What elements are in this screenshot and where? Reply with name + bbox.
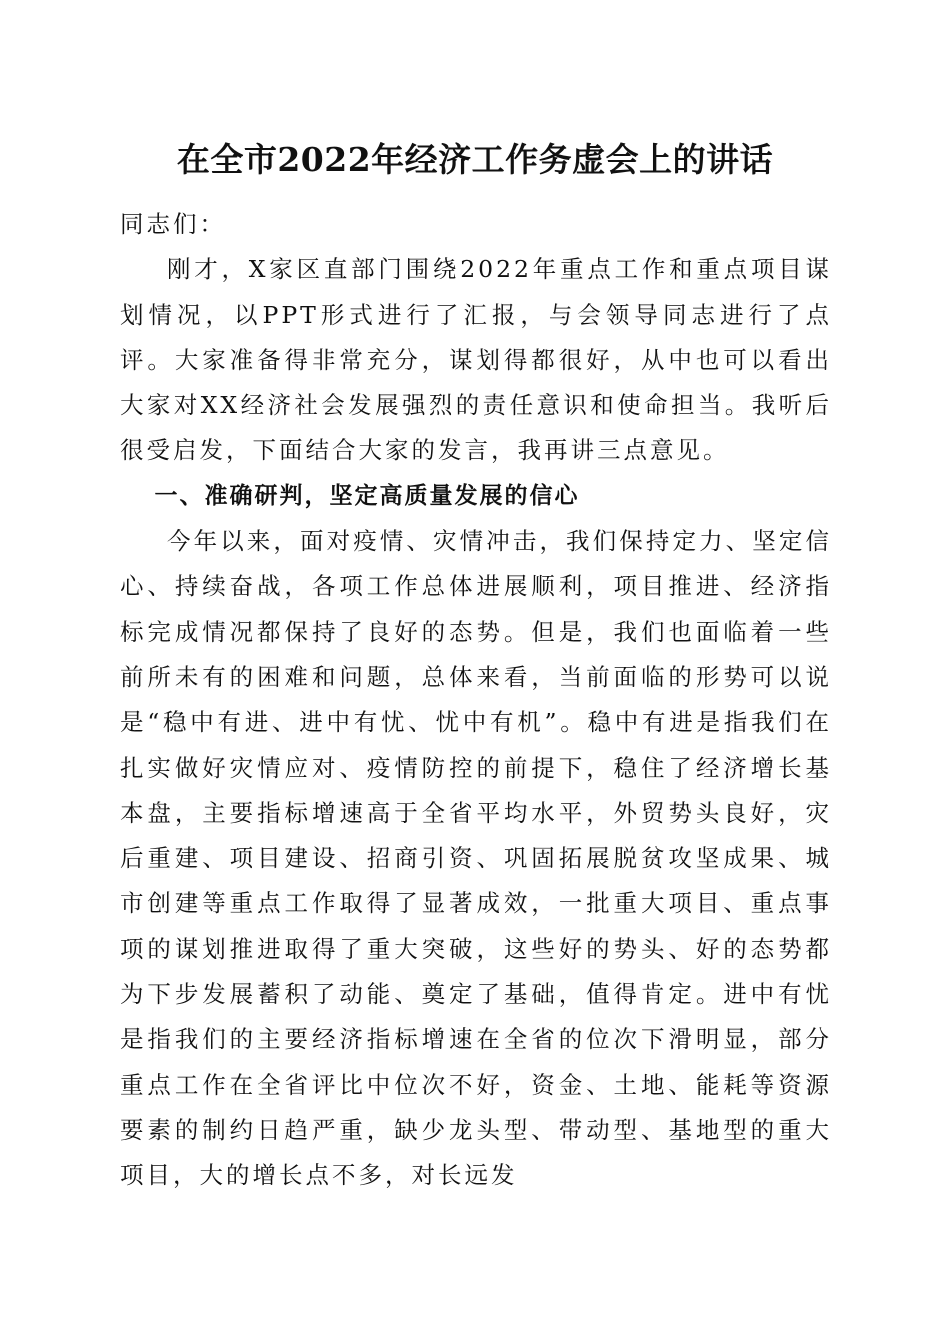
- document-body: [120, 202, 832, 1199]
- document-title: 在全市2022年经济工作务虚会上的讲话: [176, 140, 774, 179]
- paragraph-intro: 刚才，X家区直部门围绕2022年重点工作和重点项目谋划情况，以PPT形式进行了汇报，与会领导同志进行了点评。大家准备得非常充分，谋划得都很好，从中也可以看出大家对XX经济社会发展强烈的责任意识和使命担当。我听后很受启发，下面结合大家的发言，我再讲三点意见。: [120, 255, 832, 465]
- section-heading-1: 一、准确研判，坚定高质量发展的信心: [154, 482, 580, 509]
- salutation: 同志们：: [120, 210, 226, 238]
- paragraph-situation: 今年以来，面对疫情、灾情冲击，我们保持定力、坚定信心、持续奋战，各项工作总体进展顺利，项目推进、经济指标完成情况都保持了良好的态势。但是，我们也面临着一些前所未有的困难和问题，总体来看，当前面临的形势可以说是“稳中有进、进中有忧、忧中有机”。稳中有进是指我们在扎实做好灾情应对、疫情防控的前提下，稳住了经济增长基本盘，主要指标增速高于全省平均水平，外贸势头良好，灾后重建、项目建设、招商引资、巩固拓展脱贫攻坚成果、城市创建等重点工作取得了显著成效，一批重大项目、重点事项的谋划推进取得了重大突破，这些好的势头、好的态势都为下步发展蓄积了动能、奠定了基础，值得肯定。进中有忧是指我们的主要经济指标增速在全省的位次下滑明显，部分重点工作在全省评比中位次不好，资金、土地、能耗等资源要素的制约日趋严重，缺少龙头型、带动型、基地型的重大项目，大的增长点不多，对长远发: [120, 527, 832, 1190]
